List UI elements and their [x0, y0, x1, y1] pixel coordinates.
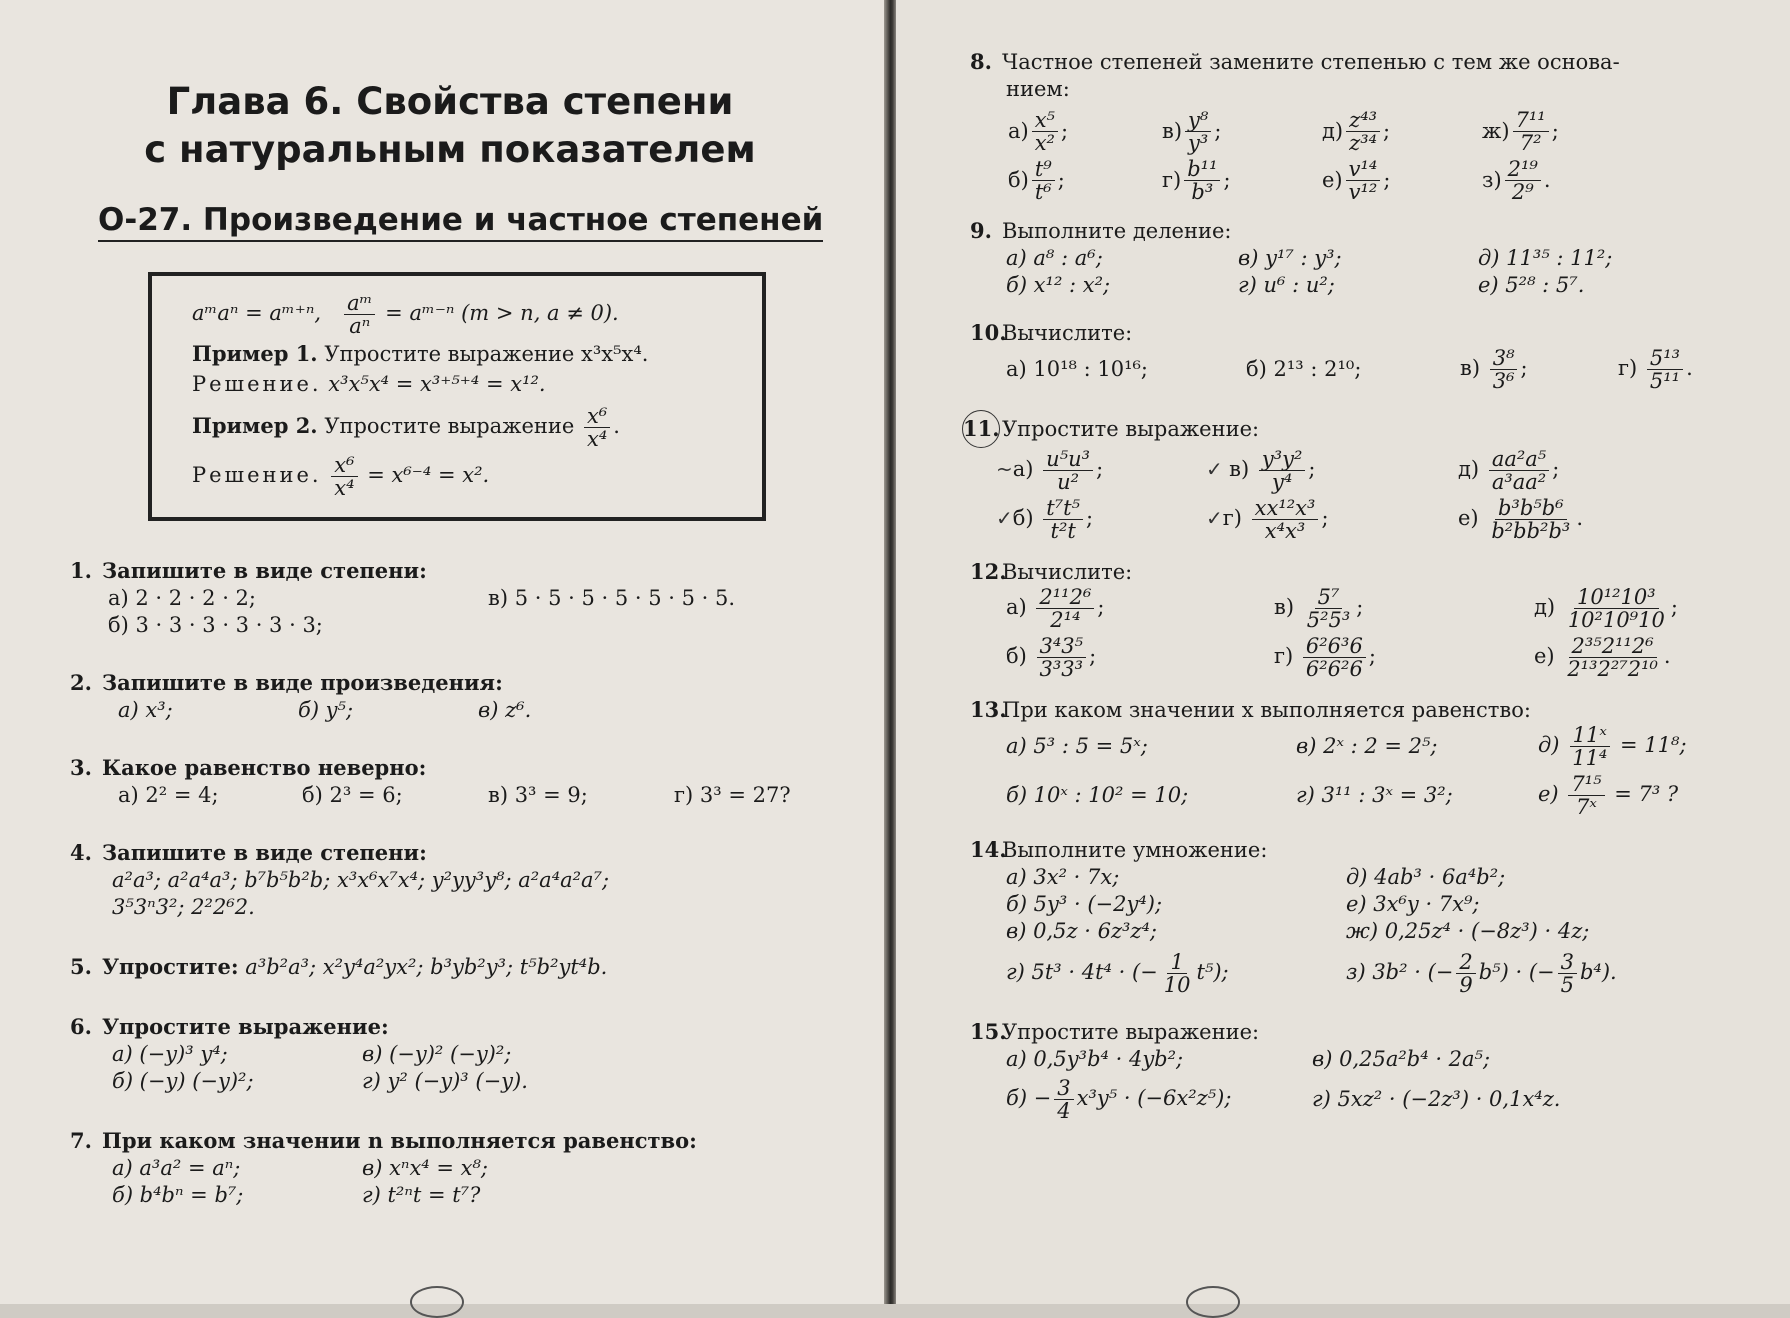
task14-e: е) 3x⁶y · 7x⁹; — [1346, 892, 1480, 916]
task-question: Упростите выражение: — [102, 1014, 389, 1039]
task14-b: б) 5y³ · (−2y⁴); — [1006, 892, 1163, 916]
task2-a: а) x³; — [118, 698, 173, 722]
frac-den: z³⁴ — [1349, 131, 1378, 155]
example1-text: Упростите выражение x³x⁵x⁴. — [324, 342, 649, 366]
frac-den: 10 — [1163, 973, 1191, 997]
solution2-rest: = x⁶⁻⁴ = x². — [367, 463, 490, 487]
frac-num: 11ˣ — [1570, 724, 1610, 747]
frac-num: 3⁴3⁵ — [1037, 635, 1087, 658]
theory-box — [148, 272, 766, 521]
task-7 — [70, 1127, 848, 1209]
task-question-cont: нием: — [1006, 77, 1070, 101]
solution2-fraction — [331, 454, 357, 499]
frac-den: y⁴ — [1271, 470, 1293, 494]
task-4 — [70, 839, 848, 921]
rule-product: aᵐaⁿ = aᵐ⁺ⁿ, — [192, 301, 322, 325]
task14-g-pre: г) 5t³ · 4t⁴ · (− — [1006, 960, 1158, 984]
item-punct: ; — [1223, 168, 1231, 192]
left-page — [0, 0, 888, 1304]
frac-num: 1 — [1167, 951, 1186, 974]
task-13 — [970, 696, 1760, 818]
frac-num: y⁸ — [1185, 109, 1211, 132]
item-label: а) — [1008, 119, 1029, 143]
task3-v: в) 3³ = 9; — [488, 783, 588, 807]
item-fraction — [1185, 109, 1211, 154]
frac-num: 3 — [1054, 1077, 1073, 1100]
example1 — [192, 337, 738, 371]
check-mark: ✓ — [1206, 506, 1223, 530]
frac-den: 2¹⁴ — [1050, 608, 1081, 632]
chapter-title-line1: Глава 6. Свойства степени — [166, 80, 734, 123]
task-5 — [70, 953, 848, 981]
task9-e: е) 5²⁸ : 5⁷. — [1478, 273, 1585, 297]
frac-den: 6²6²6 — [1305, 657, 1363, 681]
solution2-num: x⁶ — [331, 454, 357, 477]
frac-den: x⁴x³ — [1264, 519, 1306, 543]
task-question: Запишите в виде степени: — [102, 558, 427, 583]
task12-a-label: а) — [1006, 595, 1027, 619]
task1-a: а) 2 · 2 · 2 · 2; — [108, 586, 256, 610]
task13-e-label: е) — [1538, 782, 1559, 806]
task8-row1-item — [1322, 109, 1482, 154]
task15-a: а) 0,5y³b⁴ · 4yb²; — [1006, 1047, 1184, 1071]
frac-den: x² — [1034, 131, 1055, 155]
task8-row1-item — [1008, 109, 1162, 154]
task9-b: б) x¹² : x²; — [1006, 273, 1111, 297]
frac-num: x⁵ — [1032, 109, 1058, 132]
circled-task-number: 11. — [962, 410, 1000, 448]
check-mark: ~ — [996, 457, 1013, 481]
task-number: 8. — [970, 49, 992, 74]
task7-g: г) t²ⁿt = t⁷? — [362, 1183, 481, 1207]
task14-z-mid: b⁵) · (− — [1478, 960, 1555, 984]
task-8 — [970, 48, 1760, 203]
rule-line — [192, 292, 738, 337]
task-question: Запишите в виде степени: — [102, 840, 427, 865]
frac-den: 7ˣ — [1576, 795, 1597, 819]
frac-den: y³ — [1188, 131, 1209, 155]
task13-d-label: д) — [1538, 733, 1560, 757]
task8-row1-item — [1482, 109, 1622, 154]
task-15 — [970, 1018, 1760, 1122]
chapter-title — [70, 78, 830, 174]
example2-den: x⁴ — [587, 427, 608, 451]
task1-b: б) 3 · 3 · 3 · 3 · 3 · 3; — [108, 613, 323, 637]
task14-z-pre: з) 3b² · (− — [1346, 960, 1454, 984]
right-page — [896, 0, 1790, 1304]
task-number: 6. — [70, 1014, 92, 1039]
item-fraction — [1346, 158, 1381, 203]
frac-den: 11⁴ — [1572, 746, 1608, 770]
frac-den: 3⁶ — [1492, 369, 1515, 393]
frac-den: t⁶ — [1034, 180, 1052, 204]
task-12: 12.Вычислите: а) $\frac{\text{2¹¹2⁶}}{\text{2¹⁴}}$ ; в) $\frac{\text{5⁷}}{\text{5²5³}}$ ; д) $\frac{\text{10¹²10³}}{\text{10²10⁹10}}$ ; б) $\frac{\text{3⁴3⁵}}{\text{3³3³}}$ ; г) $\frac{\text{6²6³6}}{\text{6²6²6}}$ ; е) $\frac{\text{2³⁵2¹¹2⁶}}{\text{2¹³2²⁷2¹⁰}}$ . — [970, 559, 1678, 681]
rule-fraction — [344, 292, 375, 337]
task13-v: в) 2ˣ : 2 = 2⁵; — [1296, 734, 1438, 758]
task15-g: г) 5xz² · (−2z³) · 0,1x⁴z. — [1312, 1087, 1561, 1111]
task-number: 2. — [70, 670, 92, 695]
task-14 — [970, 836, 1760, 996]
task9-v: в) y¹⁷ : y³; — [1238, 246, 1342, 270]
task13-e-rest: = 7³ ? — [1614, 782, 1679, 806]
task-number: 12. — [970, 559, 1007, 584]
task10-v-frac — [1490, 347, 1518, 392]
item-label: г) — [1162, 168, 1182, 192]
frac-den: t²t — [1050, 519, 1076, 543]
item-punct: ; — [1057, 168, 1065, 192]
example2: Пример 2. Упростите выражение $\frac{\text{x⁶}}{\text{x⁴}}$ . — [192, 404, 620, 451]
task8-row2-item — [1482, 158, 1622, 203]
rule-fraction-den: aⁿ — [349, 314, 371, 338]
task-3 — [70, 754, 848, 809]
task-question: Упростите выражение: — [1002, 1020, 1260, 1044]
frac-num: 5¹³ — [1647, 347, 1683, 370]
check-mark: ✓ — [1206, 457, 1230, 481]
task-number: 3. — [70, 755, 92, 780]
frac-num: 2 — [1456, 951, 1475, 974]
task-question: Упростите выражение: — [1002, 417, 1260, 441]
task10-v-label: в) — [1460, 356, 1481, 380]
task8-row1-item — [1162, 109, 1322, 154]
task6-b: б) (−y) (−y)²; — [112, 1069, 254, 1093]
task-question: Упростите: — [102, 954, 239, 979]
frac-den: 7² — [1519, 131, 1542, 155]
task-number: 9. — [970, 218, 992, 243]
task12-e-label: е) — [1534, 644, 1555, 668]
page-number-oval — [410, 1286, 464, 1318]
item-fraction — [1032, 109, 1058, 154]
task13-b: б) 10ˣ : 10² = 10; — [1006, 783, 1189, 807]
frac-num: z⁴³ — [1346, 109, 1380, 132]
item-fraction — [1513, 109, 1549, 154]
solution1-text: x³x⁵x⁴ = x³⁺⁵⁺⁴ = x¹². — [328, 372, 546, 396]
task13-g: г) 3¹¹ : 3ˣ = 3²; — [1296, 783, 1453, 807]
task6-v: в) (−y)² (−y)²; — [362, 1042, 512, 1066]
item-label: б) — [1008, 168, 1029, 192]
task-number: 14. — [970, 837, 1007, 862]
solution2-label: Решение. — [192, 463, 322, 487]
frac-den: 3³3³ — [1039, 657, 1084, 681]
item-fraction — [1505, 158, 1541, 203]
frac-num: b¹¹ — [1184, 158, 1220, 181]
task-question: Вычислите: — [1002, 560, 1133, 584]
task15-b-pre: б) − — [1006, 1086, 1052, 1110]
task-number: 1. — [70, 558, 92, 583]
task8-row2-item — [1322, 158, 1482, 203]
task11-e-label: е) — [1458, 506, 1479, 530]
example2-num: x⁶ — [584, 405, 610, 428]
task6-g: г) y² (−y)³ (−y). — [362, 1069, 528, 1093]
task-11: 11. Упростите выражение: ~а) $\frac{\text{u⁵u³}}{\text{u²}}$ ; ✓ в) $\frac{\text{y³y²}}{\text{y⁴}}$ ; д) $\frac{\text{aa²a⁵}}{\text{a³aa²}}$ ; ✓б) $\frac{\text{t⁷t⁵}}{\text{t²t}}$ ; ✓г) $\frac{\text{xx¹²x³}}{\text{x⁴x³}}$ ; е) $\frac{\text{b³b⁵b⁶}}{\text{b²bb²b³}}$ . — [970, 410, 1760, 542]
frac-den: 5²5³ — [1306, 608, 1351, 632]
task10-a: а) 10¹⁸ : 10¹⁶; — [1006, 357, 1149, 381]
solution2-den: x⁴ — [334, 476, 355, 500]
task12-g-label: г) — [1274, 644, 1294, 668]
task14-g-post: t⁵); — [1196, 960, 1229, 984]
item-fraction — [1184, 158, 1220, 203]
task14-zh: ж) 0,25z⁴ · (−8z³) · 4z; — [1346, 919, 1590, 943]
frac-den: u² — [1057, 470, 1080, 494]
item-punct: . — [1543, 168, 1551, 192]
task11-b-label: б) — [1012, 506, 1034, 530]
rule-fraction-num: aᵐ — [344, 292, 375, 315]
task3-b: б) 2³ = 6; — [302, 783, 403, 807]
item-punct: ; — [1383, 168, 1391, 192]
task1-v: в) 5 · 5 · 5 · 5 · 5 · 5 · 5. — [488, 586, 736, 610]
item-label: з) — [1482, 168, 1502, 192]
frac-num: 3 — [1558, 951, 1577, 974]
frac-num: u⁵u³ — [1043, 448, 1093, 471]
frac-den: b³ — [1191, 180, 1214, 204]
item-punct: ; — [1551, 119, 1559, 143]
frac-num: xx¹²x³ — [1252, 497, 1319, 520]
item-fraction — [1032, 158, 1055, 203]
task-question: Какое равенство неверно: — [102, 755, 427, 780]
task-question: Выполните деление: — [1002, 219, 1232, 243]
solution2 — [192, 454, 738, 499]
item-label: в) — [1162, 119, 1183, 143]
example2-text: Упростите выражение — [324, 414, 575, 438]
task2-b: б) y⁵; — [298, 698, 354, 722]
task7-v: в) xⁿx⁴ = x⁸; — [362, 1156, 488, 1180]
frac-den: b²bb²b³ — [1491, 519, 1571, 543]
check-mark: ✓ — [996, 506, 1013, 530]
example2-fraction — [584, 405, 610, 450]
frac-num: 2¹⁹ — [1505, 158, 1541, 181]
task-question: Частное степеней замените степенью с тем же основа- — [1002, 50, 1620, 74]
task7-a: а) a³a² = aⁿ; — [112, 1156, 241, 1180]
task8-row1 — [970, 109, 1760, 154]
task11-v-label: в) — [1229, 457, 1250, 481]
task-9 — [970, 217, 1760, 299]
item-punct: ; — [1060, 119, 1069, 143]
task13-d-rest: = 11⁸; — [1620, 733, 1687, 757]
frac-num: 2³⁵2¹¹2⁶ — [1569, 635, 1657, 658]
frac-num: aa²a⁵ — [1489, 448, 1549, 471]
example1-label: Пример 1. — [192, 341, 318, 366]
frac-num: t⁹ — [1032, 158, 1055, 181]
task12-d-label: д) — [1534, 595, 1556, 619]
task9-a: а) a⁸ : a⁶; — [1006, 246, 1103, 270]
item-label: д) — [1322, 119, 1344, 143]
frac-den: 4 — [1057, 1099, 1071, 1123]
task-question: Запишите в виде произведения: — [102, 670, 503, 695]
task-number: 10. — [970, 320, 1007, 345]
frac-den: 5¹¹ — [1649, 369, 1681, 393]
task4-line2: 3⁵3ⁿ3²; 2²2⁶2. — [112, 895, 255, 919]
frac-num: 6²6³6 — [1303, 635, 1366, 658]
task12-v-label: в) — [1274, 595, 1295, 619]
page-number-oval — [1186, 1286, 1240, 1318]
task11-g-label: г) — [1222, 506, 1242, 530]
task-question: При каком значении x выполняется равенство: — [1002, 698, 1531, 722]
frac-num: b³b⁵b⁶ — [1495, 497, 1567, 520]
task11-d-label: д) — [1458, 457, 1480, 481]
item-label: ж) — [1482, 119, 1510, 143]
task8-row2 — [970, 158, 1760, 203]
task14-z-post: b⁴). — [1579, 960, 1617, 984]
task7-b: б) b⁴bⁿ = b⁷; — [112, 1183, 244, 1207]
task-number: 13. — [970, 697, 1007, 722]
task6-a: а) (−y)³ y⁴; — [112, 1042, 228, 1066]
task-number: 7. — [70, 1128, 92, 1153]
chapter-title-line2: с натуральным показателем — [144, 128, 756, 171]
item-label: е) — [1322, 168, 1343, 192]
frac-num: 3⁸ — [1490, 347, 1518, 370]
task3-a: а) 2² = 4; — [118, 783, 219, 807]
item-punct: ; — [1383, 119, 1391, 143]
task2-v: в) z⁶. — [478, 698, 532, 722]
solution1-label: Решение. — [192, 372, 322, 396]
frac-num: v¹⁴ — [1346, 158, 1381, 181]
frac-num: y³y² — [1259, 448, 1306, 471]
example2-label: Пример 2. — [192, 413, 318, 438]
task9-d: д) 11³⁵ : 11²; — [1478, 246, 1613, 270]
task4-line1: a²a³; a²a⁴a³; b⁷b⁵b²b; x³x⁶x⁷x⁴; y²yy³y⁸; a²a⁴a²a⁷; — [112, 868, 610, 892]
solution1 — [192, 367, 738, 401]
task13-a: а) 5³ : 5 = 5ˣ; — [1006, 734, 1148, 758]
task-question: При каком значении n выполняется равенство: — [102, 1128, 697, 1153]
frac-num: 5⁷ — [1315, 586, 1343, 609]
task15-v: в) 0,25a²b⁴ · 2a⁵; — [1312, 1047, 1491, 1071]
frac-den: v¹² — [1348, 180, 1378, 204]
task8-row2-item — [1008, 158, 1162, 203]
frac-den: a³aa² — [1491, 470, 1547, 494]
task-2 — [70, 669, 848, 724]
task-10: 10.Вычислите: а) 10¹⁸ : 10¹⁶; б) 2¹³ : 2¹⁰; в) $\frac{\text{3⁸}}{\text{3⁶}}$ ; г) $\frac{\text{5¹³}}{\text{5¹¹}}$ . — [970, 320, 1693, 393]
frac-num: 7¹⁵ — [1568, 773, 1604, 796]
task3-g: г) 3³ = 27? — [674, 783, 791, 807]
task5-expressions: a³b²a³; x²y⁴a²yx²; b³yb²y³; t⁵b²yt⁴b. — [245, 955, 608, 979]
task14-a: а) 3x² · 7x; — [1006, 865, 1120, 889]
task-question: Вычислите: — [1002, 321, 1133, 345]
frac-den: 2¹³2²⁷2¹⁰ — [1567, 657, 1658, 681]
task8-row2-item — [1162, 158, 1322, 203]
task10-g-label: г) — [1618, 356, 1638, 380]
frac-den: 10²10⁹10 — [1567, 608, 1665, 632]
task15-b-post: x³y⁵ · (−6x²z⁵); — [1076, 1086, 1232, 1110]
frac-den: 2⁹ — [1511, 180, 1534, 204]
task-number: 4. — [70, 840, 92, 865]
task10-g-frac — [1647, 347, 1683, 392]
task-number: 15. — [970, 1019, 1007, 1044]
task-number: 5. — [70, 954, 92, 979]
task-6 — [70, 1013, 848, 1095]
item-punct: ; — [1214, 119, 1222, 143]
item-fraction — [1346, 109, 1380, 154]
task9-g: г) u⁶ : u²; — [1238, 273, 1335, 297]
frac-num: 10¹²10³ — [1574, 586, 1659, 609]
section-title: О-27. Произведение и частное степеней — [98, 202, 823, 242]
frac-num: t⁷t⁵ — [1043, 497, 1083, 520]
task-1 — [70, 557, 848, 639]
frac-num: 2¹¹2⁶ — [1036, 586, 1094, 609]
task14-v: в) 0,5z · 6z³z⁴; — [1006, 919, 1157, 943]
rule-quotient: = aᵐ⁻ⁿ (m > n, a ≠ 0). — [385, 301, 619, 325]
task14-d: д) 4ab³ · 6a⁴b²; — [1346, 865, 1506, 889]
frac-den: 9 — [1459, 973, 1473, 997]
frac-den: 5 — [1560, 973, 1574, 997]
task11-a-label: а) — [1012, 457, 1034, 481]
task12-b-label: б) — [1006, 644, 1027, 668]
task10-b: б) 2¹³ : 2¹⁰; — [1246, 357, 1362, 381]
frac-num: 7¹¹ — [1513, 109, 1549, 132]
task-question: Выполните умножение: — [1002, 838, 1268, 862]
